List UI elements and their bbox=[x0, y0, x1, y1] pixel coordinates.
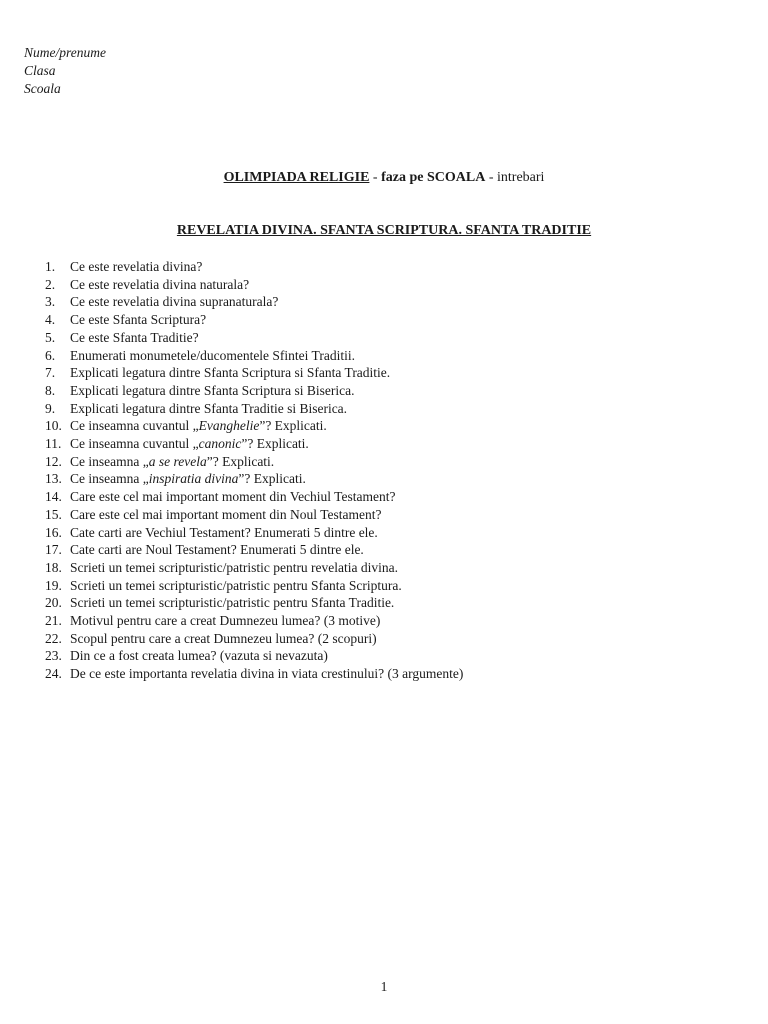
question-text bbox=[70, 665, 463, 683]
question-item bbox=[45, 364, 463, 382]
question-text bbox=[70, 506, 381, 524]
question-text-main: Ce este Sfanta Scriptura? bbox=[70, 312, 207, 328]
question-item bbox=[45, 470, 463, 488]
question-number: 18. bbox=[45, 559, 62, 575]
name-label: Nume/prenume bbox=[24, 45, 106, 60]
question-item bbox=[45, 488, 463, 506]
class-label: Clasa bbox=[24, 63, 56, 78]
question-number: 5. bbox=[45, 329, 56, 345]
question-number: 2. bbox=[45, 276, 56, 292]
question-number: 12. bbox=[45, 453, 62, 469]
question-text-main: Ce inseamna cuvantul „ bbox=[70, 436, 199, 452]
question-term: inspiratia divina bbox=[148, 471, 239, 487]
question-term: a se revela bbox=[148, 453, 207, 469]
question-text bbox=[70, 435, 309, 453]
question-number: 16. bbox=[45, 524, 62, 540]
question-item bbox=[45, 541, 463, 559]
question-number: 22. bbox=[45, 630, 62, 646]
question-text-main: Explicati legatura dintre Sfanta Scriptura si Sfanta Traditie. bbox=[70, 365, 391, 381]
question-item bbox=[45, 559, 463, 577]
question-text bbox=[70, 524, 378, 542]
question-text-end: ”? Explicati. bbox=[241, 436, 309, 452]
question-text bbox=[70, 276, 249, 294]
question-list bbox=[45, 258, 463, 683]
question-item bbox=[45, 524, 463, 542]
question-number: 4. bbox=[45, 312, 56, 328]
question-number: 9. bbox=[45, 400, 56, 416]
question-number: 7. bbox=[45, 365, 56, 381]
question-text bbox=[70, 647, 328, 665]
question-number: 19. bbox=[45, 577, 62, 593]
question-text bbox=[70, 470, 306, 488]
question-item bbox=[45, 329, 463, 347]
question-number: 14. bbox=[45, 489, 62, 505]
question-item bbox=[45, 258, 463, 276]
question-text-main: Ce inseamna cuvantul „ bbox=[70, 418, 199, 434]
page-number: 1 bbox=[380, 979, 388, 994]
question-number: 10. bbox=[45, 418, 62, 434]
question-text-main: Care este cel mai important moment din Vechiul Testament? bbox=[70, 489, 396, 505]
question-text bbox=[70, 258, 202, 276]
question-number: 23. bbox=[45, 648, 62, 664]
question-text-main: Scrieti un temei scripturistic/patristic pentru revelatia divina. bbox=[70, 559, 399, 575]
question-text-main: Cate carti are Vechiul Testament? Enumerati 5 dintre ele. bbox=[70, 524, 378, 540]
question-text-main: Scrieti un temei scripturistic/patristic pentru Sfanta Traditie. bbox=[70, 595, 395, 611]
question-text-main: Scopul pentru care a creat Dumnezeu lumea? (2 scopuri) bbox=[70, 630, 377, 646]
question-text-main: Explicati legatura dintre Sfanta Traditie si Biserica. bbox=[70, 400, 348, 416]
question-text bbox=[70, 453, 274, 471]
question-text bbox=[70, 293, 278, 311]
question-term: Evanghelie bbox=[198, 418, 260, 434]
question-item bbox=[45, 293, 463, 311]
question-text bbox=[70, 400, 347, 418]
question-text bbox=[70, 417, 327, 435]
question-item bbox=[45, 276, 463, 294]
question-text-main: Ce inseamna „ bbox=[70, 453, 149, 469]
question-number: 20. bbox=[45, 595, 62, 611]
question-text bbox=[70, 612, 380, 630]
question-text-main: Ce este revelatia divina naturala? bbox=[70, 276, 250, 292]
question-number: 15. bbox=[45, 506, 62, 522]
question-term: canonic bbox=[198, 436, 242, 452]
question-text bbox=[70, 541, 364, 559]
question-item bbox=[45, 417, 463, 435]
title-phase: faza pe SCOALA bbox=[381, 170, 486, 185]
question-text-main: Care este cel mai important moment din Noul Testament? bbox=[70, 506, 382, 522]
question-item bbox=[45, 400, 463, 418]
question-number: 17. bbox=[45, 542, 62, 558]
title-olympiad: OLIMPIADA RELIGIE bbox=[223, 170, 370, 185]
section-heading: REVELATIA DIVINA. SFANTA SCRIPTURA. SFANTA TRADITIE bbox=[176, 223, 592, 238]
question-text bbox=[70, 382, 355, 400]
question-text bbox=[70, 559, 398, 577]
question-item bbox=[45, 665, 463, 683]
question-item bbox=[45, 435, 463, 453]
question-text bbox=[70, 630, 377, 648]
question-item bbox=[45, 453, 463, 471]
question-number: 21. bbox=[45, 613, 62, 629]
question-text bbox=[70, 329, 199, 347]
question-text bbox=[70, 577, 402, 595]
question-text-main: Ce inseamna „ bbox=[70, 471, 149, 487]
question-number: 13. bbox=[45, 471, 62, 487]
document-title bbox=[0, 169, 768, 187]
question-text bbox=[70, 347, 355, 365]
question-text bbox=[70, 311, 206, 329]
question-item bbox=[45, 347, 463, 365]
question-text-main: Ce este revelatia divina supranaturala? bbox=[70, 294, 279, 310]
question-text bbox=[70, 364, 390, 382]
question-item bbox=[45, 594, 463, 612]
question-text-main: Scrieti un temei scripturistic/patristic pentru Sfanta Scriptura. bbox=[70, 577, 402, 593]
title-questions: intrebari bbox=[497, 170, 545, 185]
question-text bbox=[70, 594, 394, 612]
question-number: 8. bbox=[45, 382, 56, 398]
question-text-main: Ce este revelatia divina? bbox=[70, 259, 203, 274]
question-item bbox=[45, 647, 463, 665]
student-info-block bbox=[24, 44, 106, 98]
question-text bbox=[70, 488, 395, 506]
question-item bbox=[45, 506, 463, 524]
question-text-main: Explicati legatura dintre Sfanta Scriptura si Biserica. bbox=[70, 382, 355, 398]
question-number: 24. bbox=[45, 666, 62, 682]
question-text-main: Enumerati monumetele/ducomentele Sfintei Traditii. bbox=[70, 347, 355, 363]
question-item bbox=[45, 577, 463, 595]
question-number: 11. bbox=[45, 436, 62, 452]
question-number: 1. bbox=[45, 259, 56, 274]
question-text-main: Cate carti are Noul Testament? Enumerati 5 dintre ele. bbox=[70, 542, 364, 558]
question-item bbox=[45, 630, 463, 648]
question-text-main: Din ce a fost creata lumea? (vazuta si nevazuta) bbox=[70, 648, 328, 664]
title-separator-2: - bbox=[485, 170, 497, 185]
question-text-main: Ce este Sfanta Traditie? bbox=[70, 329, 199, 345]
school-label: Scoala bbox=[24, 81, 61, 96]
question-item bbox=[45, 382, 463, 400]
question-text-end: ”? Explicati. bbox=[206, 453, 275, 469]
question-item bbox=[45, 612, 463, 630]
question-text-end: ”? Explicati. bbox=[259, 418, 327, 434]
question-text-end: ”? Explicati. bbox=[238, 471, 306, 487]
question-text-main: Motivul pentru care a creat Dumnezeu lumea? (3 motive) bbox=[70, 613, 381, 629]
question-text-main: De ce este importanta revelatia divina in viata crestinului? (3 argumente) bbox=[70, 666, 464, 682]
title-separator-1: - bbox=[369, 170, 382, 185]
question-number: 3. bbox=[45, 294, 56, 310]
question-item bbox=[45, 311, 463, 329]
question-number: 6. bbox=[45, 347, 56, 363]
